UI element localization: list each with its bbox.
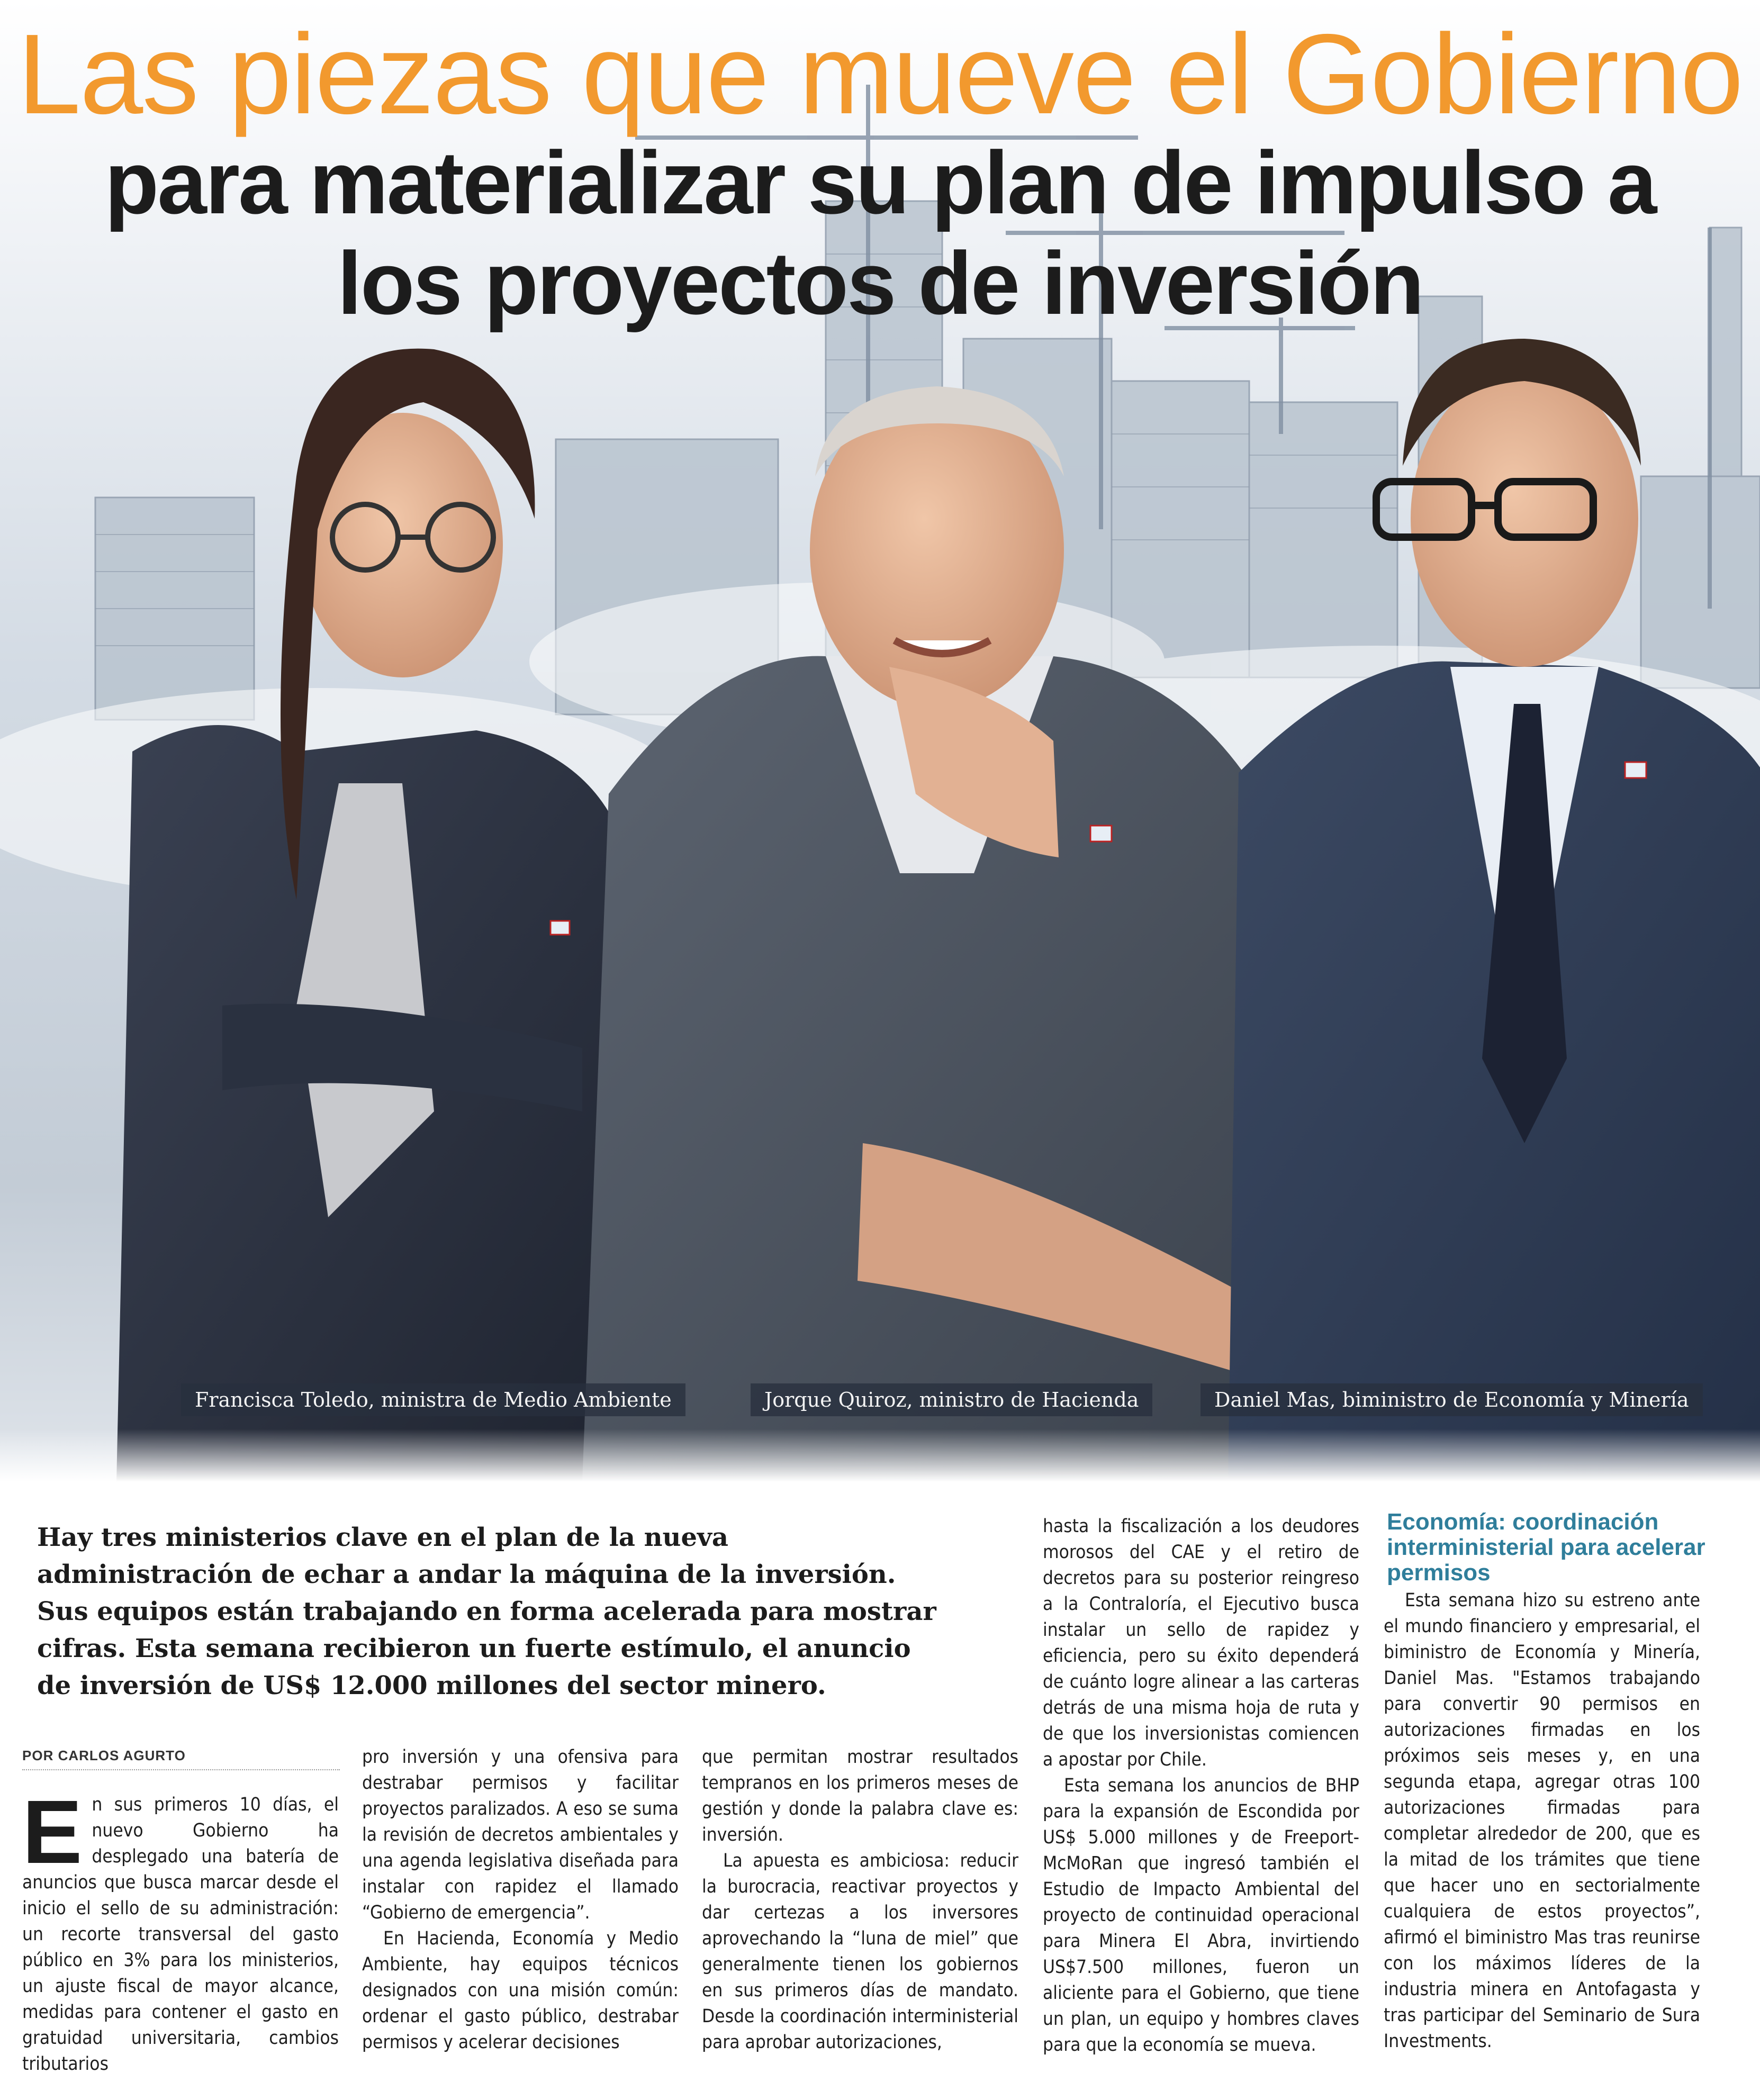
- body-paragraph: que permitan mostrar resultados tempranos en los primeros meses de gestión y donde la palabra clave es: inversión.: [702, 1746, 1018, 1845]
- body-paragraph: Esta semana hizo su estreno ante el mundo financiero y empresarial, el biministro de Economía y Minería, Daniel Mas. "Estamos trabajando para convertir 90 permisos en autorizaciones firmadas en los próximos seis meses y, en una segunda etapa, agregar otras 100 autorizaciones firmadas para completar alrededor de 200, que es la mitad de los trámites que tiene que hacer uno en sectorialmente cualquiera de estos proyectos”, afirmó el biministro Mas tras reunirse con los máximos líderes de la industria minera en Antofagasta y tras participar del Seminario de Sura Investments.: [1384, 1590, 1700, 2052]
- lead-paragraph: Hay tres ministerios clave en el plan de la nueva administración de echar a andar la máquina de la inversión. Sus equipos están trabajando en forma acelerada para mostrar cifras. Esta semana recibieron un fuerte estímulo, el anuncio de inversión de US$ 12.000 millones del sector minero.: [37, 1523, 936, 1700]
- body-column-1: [22, 1782, 339, 2077]
- body-column-4: [1043, 1514, 1359, 2058]
- section-subhead: Economía: coordinación interministerial para acelerar permisos: [1387, 1509, 1705, 1586]
- caption-daniel-mas: Daniel Mas, biministro de Economía y Minería: [1201, 1383, 1703, 1416]
- caption-francisca-toledo: Francisca Toledo, ministra de Medio Ambiente: [181, 1383, 685, 1416]
- body-paragraph: pro inversión y una ofensiva para destrabar permisos y facilitar proyectos paralizados. A eso se suma la revisión de decretos ambientales y una agenda legislativa diseñada para instalar con rapidez el llamado “Gobierno de emergencia”.: [362, 1746, 679, 1923]
- body-paragraph: La apuesta es ambiciosa: reducir la burocracia, reactivar proyectos y dar certezas a los inversores aprovechando la “luna de miel” que generalmente tienen los gobiernos en sus primeros días de mandato. Desde la coordinación interministerial para aprobar autorizaciones,: [702, 1850, 1018, 2053]
- body-paragraph: Esta semana los anuncios de BHP para la expansión de Escondida por US$ 5.000 millones y de Freeport-McMoRan que ingresó también el Estudio de Impacto Ambiental del proyecto de continuidad operacional para Minera El Abra, invirtiendo US$7.500 millones, fueron un aliciente para el Gobierno, que tiene un plan, un equipo y hombres claves para que la economía se mueva.: [1043, 1775, 1359, 2056]
- body-paragraph: n sus primeros 10 días, el nuevo Gobierno ha desplegado una batería de anuncios que busca marcar desde el inicio el sello de su administración: un recorte transversal del gasto público en 3% para los ministerios, un ajuste fiscal de mayor alcance, medidas para contener el gasto en gratuidad universitaria, cambios tributarios: [22, 1794, 339, 2075]
- body-paragraph: En Hacienda, Economía y Medio Ambiente, hay equipos técnicos designados con una misión común: ordenar el gasto público, destrabar permisos y acelerar decisiones: [362, 1928, 679, 2053]
- headline-line-2: para materializar su plan de impulso a los proyectos de inversión: [104, 133, 1656, 333]
- body-paragraph: hasta la fiscalización a los deudores morosos del CAE y el retiro de decretos para su posterior reingreso a la Contraloría, el Ejecutivo busca instalar un sello de rapidez y eficiencia, pero su éxito dependerá de cuánto logre alinear a las carteras detrás de una misma hoja de ruta y de que los inversionistas comiencen a apostar por Chile.: [1043, 1516, 1359, 1770]
- byline: POR CARLOS AGURTO: [22, 1748, 340, 1770]
- body-column-3: [702, 1744, 1018, 2056]
- body-column-2: [362, 1744, 679, 2056]
- dropcap: E: [22, 1782, 83, 1882]
- caption-jorque-quiroz: Jorque Quiroz, ministro de Hacienda: [751, 1383, 1152, 1416]
- body-column-5: [1384, 1588, 1700, 2054]
- headline-line-1: Las piezas que mueve el Gobierno: [17, 10, 1743, 138]
